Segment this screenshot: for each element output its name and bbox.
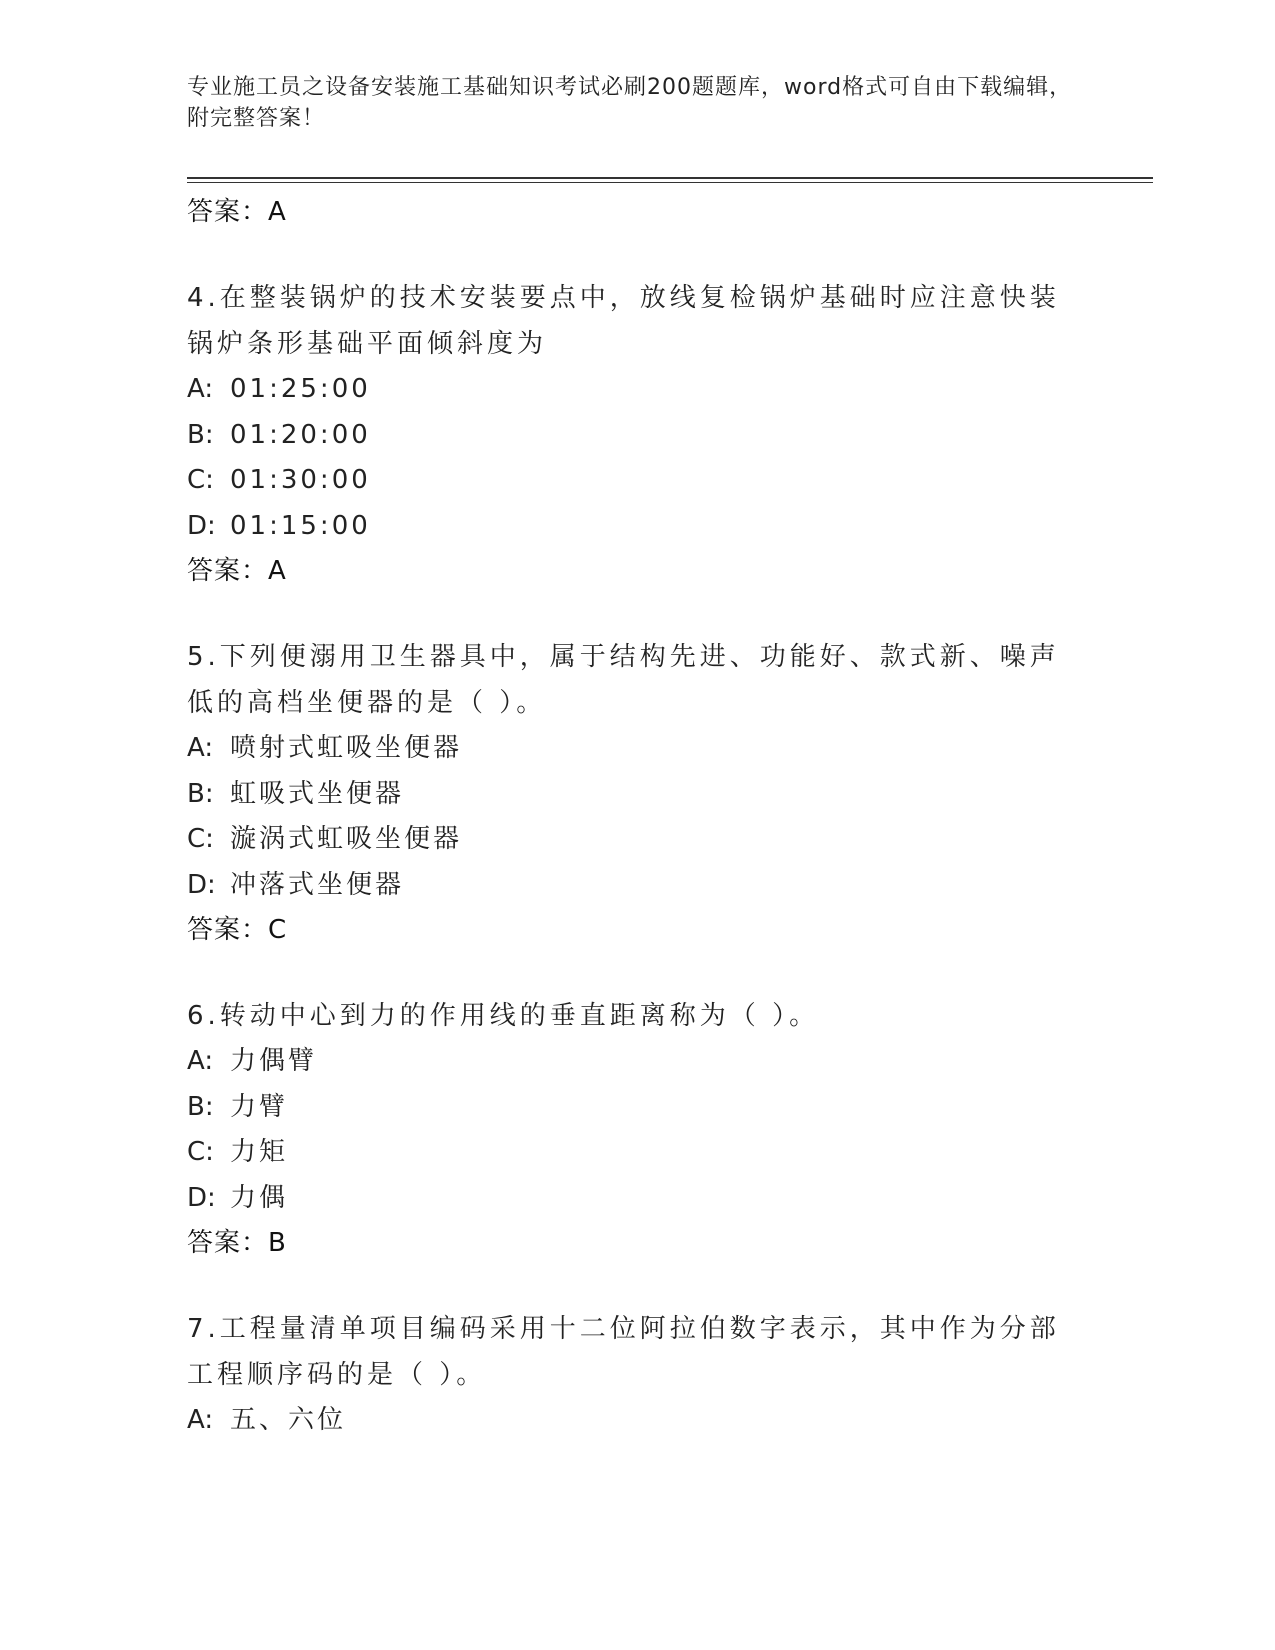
option-text: 力偶 xyxy=(230,1182,289,1213)
answer-line: 答案：A xyxy=(187,556,287,586)
question-stem: 6.转动中心到力的作用线的垂直距离称为（ ）。 xyxy=(187,1001,820,1031)
question-7 xyxy=(187,1306,1087,1444)
option-d xyxy=(187,1176,1087,1222)
spacer xyxy=(187,953,1087,993)
header-rule-thin xyxy=(187,182,1153,183)
option-a xyxy=(187,367,1087,413)
header-rule-thick xyxy=(187,177,1153,179)
option-text: 喷射式虹吸坐便器 xyxy=(230,733,463,763)
answer-line: 答案：A xyxy=(187,197,287,227)
question-list xyxy=(187,190,1087,1444)
option-text: 力臂 xyxy=(230,1091,289,1122)
option-a xyxy=(187,1398,1087,1444)
option-text: 虹吸式坐便器 xyxy=(230,778,405,809)
answer-line: 答案：B xyxy=(187,1228,287,1258)
option-key: B: xyxy=(187,419,214,450)
option-text: 01:20:00 xyxy=(230,419,371,450)
option-key: A: xyxy=(187,1405,214,1435)
option-text: 01:30:00 xyxy=(230,465,371,495)
spacer xyxy=(187,594,1087,634)
spacer xyxy=(187,235,1087,275)
option-key: A: xyxy=(187,374,214,404)
option-key: A: xyxy=(187,1046,214,1076)
option-text: 力矩 xyxy=(230,1137,289,1167)
option-text: 01:15:00 xyxy=(230,510,371,541)
option-key: C: xyxy=(187,465,214,495)
answer-line: 答案：C xyxy=(187,915,288,945)
option-c xyxy=(187,1130,1087,1176)
option-key: B: xyxy=(187,1091,214,1122)
option-text: 冲落式坐便器 xyxy=(230,869,405,900)
question-stem: 4.在整装锅炉的技术安装要点中，放线复检锅炉基础时应注意快装锅炉条形基础平面倾斜度为 xyxy=(187,283,1060,359)
option-text: 五、六位 xyxy=(230,1405,347,1435)
question-4 xyxy=(187,275,1087,594)
option-key: D: xyxy=(187,1182,216,1213)
option-a xyxy=(187,726,1087,772)
option-d xyxy=(187,863,1087,909)
question-stem: 5.下列便溺用卫生器具中，属于结构先进、功能好、款式新、噪声低的高档坐便器的是（ ）。 xyxy=(187,642,1060,718)
question-5 xyxy=(187,634,1087,953)
option-text: 01:25:00 xyxy=(230,374,371,404)
option-b xyxy=(187,1085,1087,1131)
page-header-title: 专业施工员之设备安装施工基础知识考试必刷200题题库，word格式可自由下载编辑，附完整答案！ xyxy=(187,75,1073,131)
option-b xyxy=(187,772,1087,818)
question-6 xyxy=(187,993,1087,1266)
option-c xyxy=(187,817,1087,863)
spacer xyxy=(187,1266,1087,1306)
option-key: A: xyxy=(187,733,214,763)
option-d xyxy=(187,504,1087,550)
option-text: 力偶臂 xyxy=(230,1046,318,1076)
option-text: 漩涡式虹吸坐便器 xyxy=(230,824,463,854)
option-key: D: xyxy=(187,510,216,541)
option-key: B: xyxy=(187,778,214,809)
option-key: D: xyxy=(187,869,216,900)
option-c xyxy=(187,458,1087,504)
option-key: C: xyxy=(187,1137,214,1167)
question-stem: 7.工程量清单项目编码采用十二位阿拉伯数字表示，其中作为分部工程顺序码的是（ ）。 xyxy=(187,1314,1060,1390)
option-a xyxy=(187,1039,1087,1085)
option-b xyxy=(187,413,1087,459)
option-key: C: xyxy=(187,824,214,854)
